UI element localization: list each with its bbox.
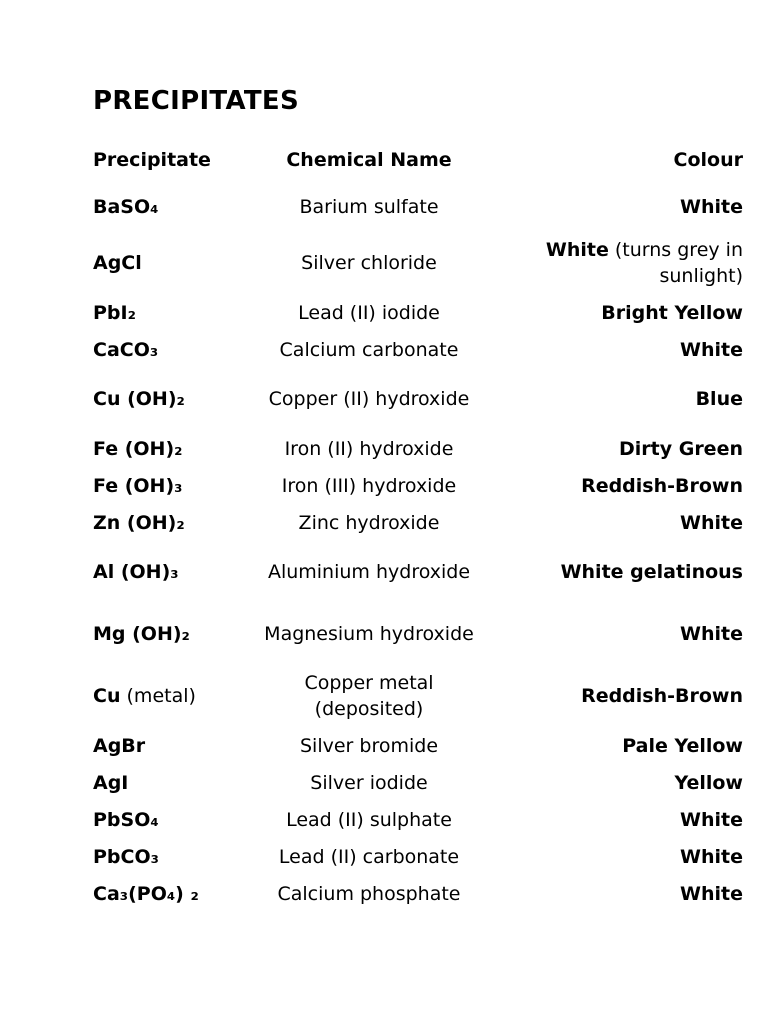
colour-cell bbox=[485, 838, 743, 875]
colour: Pale Yellow bbox=[622, 734, 743, 757]
table-row bbox=[93, 875, 743, 912]
table-row bbox=[93, 504, 743, 541]
table-row bbox=[93, 182, 743, 232]
colour-cell bbox=[485, 430, 743, 467]
formula-cell bbox=[93, 232, 253, 294]
formula: Cu (OH)₂ bbox=[93, 388, 185, 410]
formula: Fe (OH)₂ bbox=[93, 437, 183, 460]
formula: BaSO₄ bbox=[93, 196, 159, 218]
chemical-name-cell: Silver bromide bbox=[299, 734, 439, 757]
formula: Mg (OH)₂ bbox=[93, 623, 190, 645]
formula-cell bbox=[93, 541, 253, 603]
colour: Reddish-Brown bbox=[581, 474, 743, 497]
colour: White bbox=[680, 808, 743, 831]
chemical-name-cell: Iron (II) hydroxide bbox=[284, 437, 454, 460]
colour-cell bbox=[485, 801, 743, 838]
colour-note: (turns grey in sunlight) bbox=[608, 239, 743, 287]
formula: CaCO₃ bbox=[93, 338, 159, 361]
colour: Reddish-Brown bbox=[581, 685, 743, 707]
page-title: PRECIPITATES bbox=[93, 86, 299, 116]
formula-cell bbox=[93, 665, 253, 727]
header-precipitate: Precipitate bbox=[93, 149, 211, 171]
formula-cell bbox=[93, 430, 253, 467]
colour: White bbox=[680, 511, 743, 534]
colour: White bbox=[680, 338, 743, 361]
formula-cell bbox=[93, 727, 253, 764]
formula-cell bbox=[93, 764, 253, 801]
chemical-name-cell: Copper metal (deposited) bbox=[304, 672, 434, 720]
chemical-name-cell: Lead (II) sulphate bbox=[286, 808, 452, 831]
table-row bbox=[93, 727, 743, 764]
precipitates-table bbox=[93, 138, 743, 912]
colour-cell bbox=[485, 764, 743, 801]
table-row bbox=[93, 801, 743, 838]
chemical-name-cell: Iron (III) hydroxide bbox=[281, 474, 457, 497]
table-row bbox=[93, 467, 743, 504]
formula-cell bbox=[93, 801, 253, 838]
formula: Fe (OH)₃ bbox=[93, 474, 183, 497]
formula: PbSO₄ bbox=[93, 808, 159, 831]
chemical-name-cell: Zinc hydroxide bbox=[298, 511, 440, 534]
formula-cell bbox=[93, 294, 253, 331]
formula: AgI bbox=[93, 771, 129, 794]
formula-cell bbox=[93, 182, 253, 232]
formula: AgCl bbox=[93, 252, 142, 274]
colour-cell bbox=[485, 875, 743, 912]
chemical-name-cell: Magnesium hydroxide bbox=[264, 623, 474, 645]
formula-cell bbox=[93, 467, 253, 504]
chemical-name-cell: Calcium phosphate bbox=[277, 882, 461, 905]
formula-cell bbox=[93, 875, 253, 912]
formula: Ca₃(PO₄) ₂ bbox=[93, 882, 199, 905]
chemical-name-cell: Lead (II) carbonate bbox=[278, 845, 460, 868]
colour-cell bbox=[485, 665, 743, 727]
colour: White gelatinous bbox=[560, 561, 743, 583]
colour-cell bbox=[485, 294, 743, 331]
colour: Dirty Green bbox=[618, 437, 743, 460]
header-colour: Colour bbox=[673, 149, 743, 171]
colour: Blue bbox=[695, 388, 743, 410]
table-row bbox=[93, 294, 743, 331]
table-row bbox=[93, 331, 743, 368]
chemical-name-cell: Lead (II) iodide bbox=[298, 301, 440, 324]
table-row bbox=[93, 838, 743, 875]
table-row bbox=[93, 368, 743, 430]
colour: White bbox=[545, 239, 609, 261]
colour-cell bbox=[485, 368, 743, 430]
colour: White bbox=[680, 623, 743, 645]
chemical-name-cell: Copper (II) hydroxide bbox=[268, 388, 470, 410]
formula: Cu bbox=[93, 685, 121, 707]
colour-cell bbox=[485, 727, 743, 764]
table-row bbox=[93, 232, 743, 294]
chemical-name-cell: Aluminium hydroxide bbox=[267, 561, 471, 583]
formula: Zn (OH)₂ bbox=[93, 511, 185, 534]
formula-cell bbox=[93, 504, 253, 541]
formula: AgBr bbox=[93, 734, 146, 757]
colour: Bright Yellow bbox=[601, 301, 743, 324]
formula-cell bbox=[93, 331, 253, 368]
formula: PbCO₃ bbox=[93, 845, 159, 868]
header-chemical-name: Chemical Name bbox=[286, 149, 452, 171]
colour-cell bbox=[485, 467, 743, 504]
colour: Yellow bbox=[674, 771, 743, 794]
colour-cell bbox=[485, 232, 743, 294]
formula-cell bbox=[93, 603, 253, 665]
table-row bbox=[93, 764, 743, 801]
table-row bbox=[93, 603, 743, 665]
chemical-name-cell: Silver chloride bbox=[301, 252, 437, 274]
formula: PbI₂ bbox=[93, 301, 136, 324]
chemical-name-cell: Calcium carbonate bbox=[279, 338, 459, 361]
colour-cell bbox=[485, 504, 743, 541]
table-row bbox=[93, 541, 743, 603]
table-body bbox=[93, 182, 743, 912]
colour-cell bbox=[485, 603, 743, 665]
table-row bbox=[93, 430, 743, 467]
formula-cell bbox=[93, 838, 253, 875]
formula-note: (metal) bbox=[120, 685, 196, 707]
table-row bbox=[93, 665, 743, 727]
colour: White bbox=[680, 196, 743, 218]
colour-cell bbox=[485, 331, 743, 368]
formula-cell bbox=[93, 368, 253, 430]
colour-cell bbox=[485, 182, 743, 232]
chemical-name-cell: Barium sulfate bbox=[299, 196, 439, 218]
colour: White bbox=[680, 845, 743, 868]
formula: Al (OH)₃ bbox=[93, 561, 179, 583]
chemical-name-cell: Silver iodide bbox=[310, 771, 428, 794]
colour-cell bbox=[485, 541, 743, 603]
colour: White bbox=[680, 882, 743, 905]
table-header-row bbox=[93, 138, 743, 182]
